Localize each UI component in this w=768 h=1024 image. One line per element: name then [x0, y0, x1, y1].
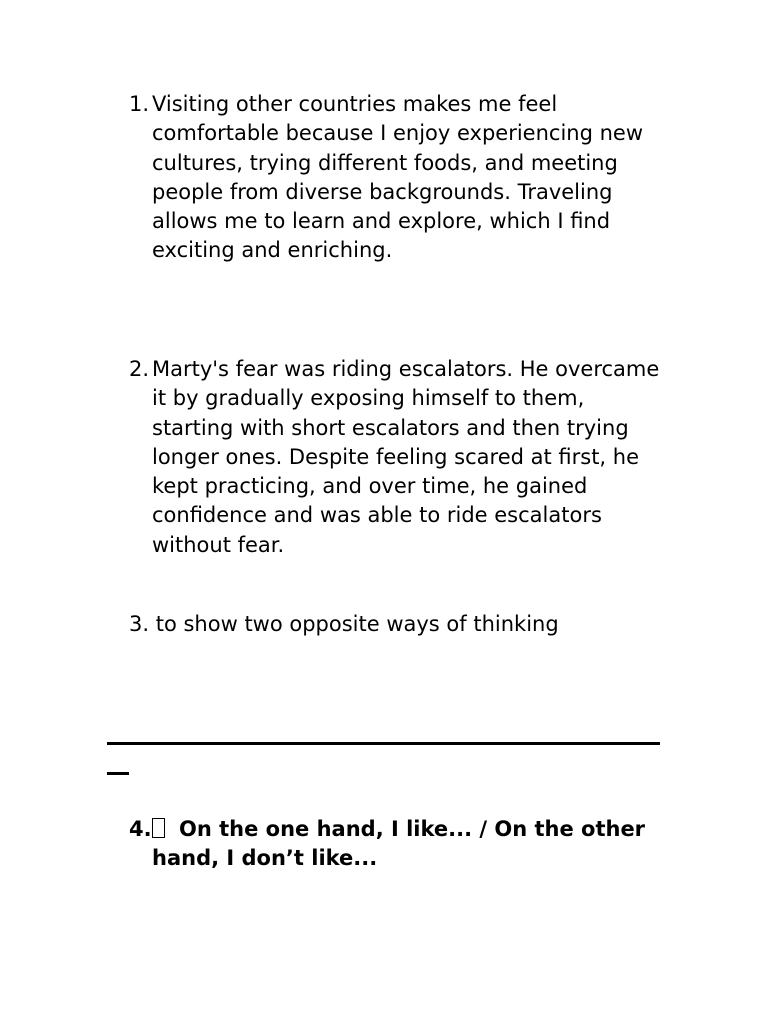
answer-item-2	[129, 355, 669, 560]
item-text: to show two opposite ways of thinking	[155, 612, 559, 636]
item-number: 1.	[129, 92, 150, 116]
answer-item-4	[129, 815, 669, 874]
item-number: 2.	[129, 357, 150, 381]
item-text: Marty's fear was riding escalators. He overcame it by gradually exposing himself to them, starting with short escalators and then trying longer ones. Despite feeling scared at first, he kept practicing, and over time, he gained confidence and was able to ride escalators without fear.	[152, 357, 660, 557]
answer-item-3	[129, 610, 669, 639]
item-text: On the one hand, I like... / On the other hand, I don’t like...	[152, 817, 646, 871]
missing-glyph-icon	[152, 818, 165, 838]
horizontal-rule-tail	[107, 772, 129, 775]
answer-item-1	[129, 90, 669, 266]
horizontal-rule	[107, 742, 660, 745]
item-number: 4.	[129, 817, 152, 841]
item-text: Visiting other countries makes me feel comfortable because I enjoy experiencing new cultures, trying different foods, and meeting people from diverse backgrounds. Traveling allows me to learn and explore, which I find exciting and enriching.	[152, 92, 644, 263]
item-number: 3.	[129, 612, 150, 636]
item-text-wrapper	[152, 815, 669, 874]
